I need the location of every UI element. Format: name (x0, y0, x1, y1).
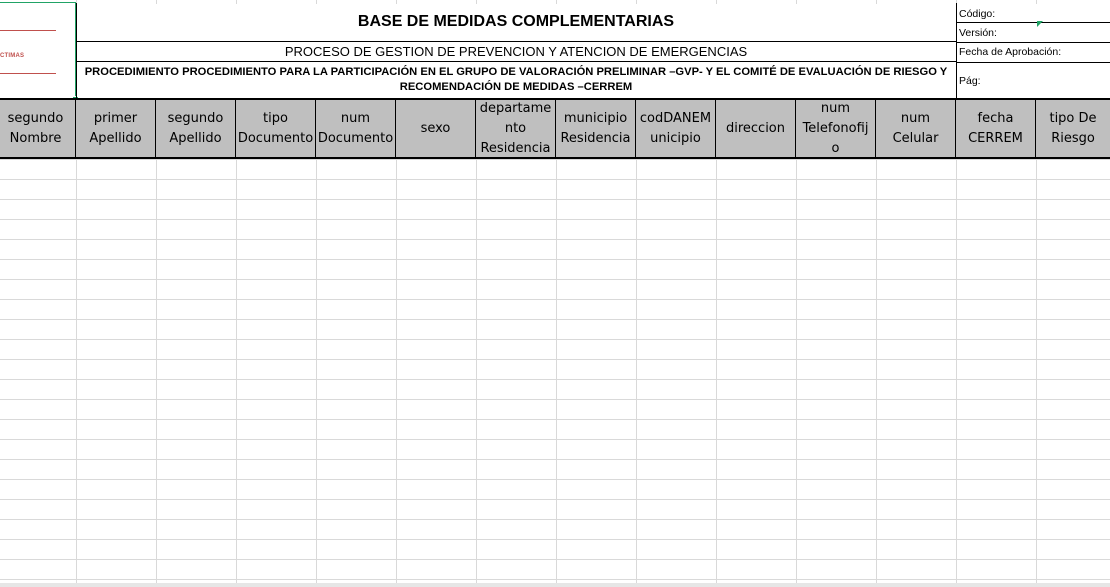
fecha-aprobacion-label[interactable]: Fecha de Aprobación: (959, 46, 1062, 58)
column-header-label: Apellido (89, 130, 142, 146)
column-header-4[interactable] (236, 98, 316, 159)
sheet-title[interactable]: BASE DE MEDIDAS COMPLEMENTARIAS (76, 3, 956, 42)
column-header-7[interactable] (476, 98, 556, 159)
column-header-label: tipo De (1049, 110, 1097, 126)
column-header-label: primer (93, 110, 138, 126)
border-meta-3 (956, 62, 1110, 63)
version-label[interactable]: Versión: (959, 27, 997, 39)
column-header-label: num Celular (892, 110, 939, 146)
border-meta-1 (956, 22, 1110, 23)
column-header-1[interactable] (0, 98, 76, 159)
column-header-label: codDANEM (639, 110, 712, 126)
codigo-label[interactable]: Código: (959, 8, 996, 20)
logo-line-top (0, 30, 56, 31)
column-header-8[interactable] (556, 98, 636, 159)
column-header-label: Documento (237, 130, 314, 146)
column-header-6[interactable] (396, 98, 476, 159)
column-header-label: Telefonofij (802, 120, 869, 136)
column-header-label: direccion (725, 120, 786, 136)
column-header-label: num (820, 100, 851, 116)
column-header-label: segundo (7, 110, 64, 126)
column-header-3[interactable] (156, 98, 236, 159)
column-header-label: departame (479, 100, 552, 116)
column-header-label: tipo (263, 110, 288, 126)
logo-text: CTIMAS (0, 53, 25, 59)
column-header-label: fecha (977, 110, 1014, 126)
column-header-label: num (340, 110, 371, 126)
process-cell[interactable]: PROCESO DE GESTION DE PREVENCION Y ATENCION DE EMERGENCIAS (76, 42, 956, 62)
border-left-title (76, 3, 77, 98)
comment-indicator-icon (1037, 21, 1043, 27)
column-header-label: Documento (317, 130, 394, 146)
column-header-label: nto (504, 120, 527, 136)
column-header-13[interactable] (956, 98, 1036, 159)
horizontal-scroll-area[interactable] (0, 583, 1110, 587)
column-header-14[interactable] (1036, 98, 1110, 159)
logo-cell[interactable] (0, 2, 76, 99)
column-header-12[interactable] (876, 98, 956, 159)
column-header-label: Nombre (9, 130, 62, 146)
column-header-10[interactable] (716, 98, 796, 159)
column-header-2[interactable] (76, 98, 156, 159)
column-header-label: o (831, 140, 840, 156)
procedure-line-1: PROCEDIMIENTO PROCEDIMIENTO PARA LA PARTICIPACIÓN EN EL GRUPO DE VALORACIÓN PRELIMINAR –GVP- Y EL COMITÉ DE EVALUACIÓN DE RIESGO Y (84, 66, 948, 78)
column-header-label: municipio (563, 110, 628, 126)
column-header-label: Apellido (169, 130, 222, 146)
column-header-9[interactable] (636, 98, 716, 159)
pag-label[interactable]: Pág: (959, 75, 981, 87)
column-header-11[interactable] (796, 98, 876, 159)
border-meta-2 (956, 42, 1110, 43)
column-header-label: CERREM (968, 130, 1023, 146)
logo-line-bottom (0, 73, 56, 74)
border-meta-left (956, 3, 957, 98)
procedure-cell[interactable] (76, 62, 956, 98)
column-header-label: segundo (167, 110, 224, 126)
column-header-label: sexo (420, 120, 451, 136)
grid-cells[interactable] (0, 159, 1110, 587)
column-header-5[interactable] (316, 98, 396, 159)
column-header-label: Residencia (560, 130, 631, 146)
column-header-label: unicipio (650, 130, 701, 146)
procedure-line-2: RECOMENDACIÓN DE MEDIDAS –CERREM (399, 81, 633, 93)
column-header-label: Residencia (480, 140, 551, 156)
column-header-label: Riesgo (1051, 130, 1095, 146)
